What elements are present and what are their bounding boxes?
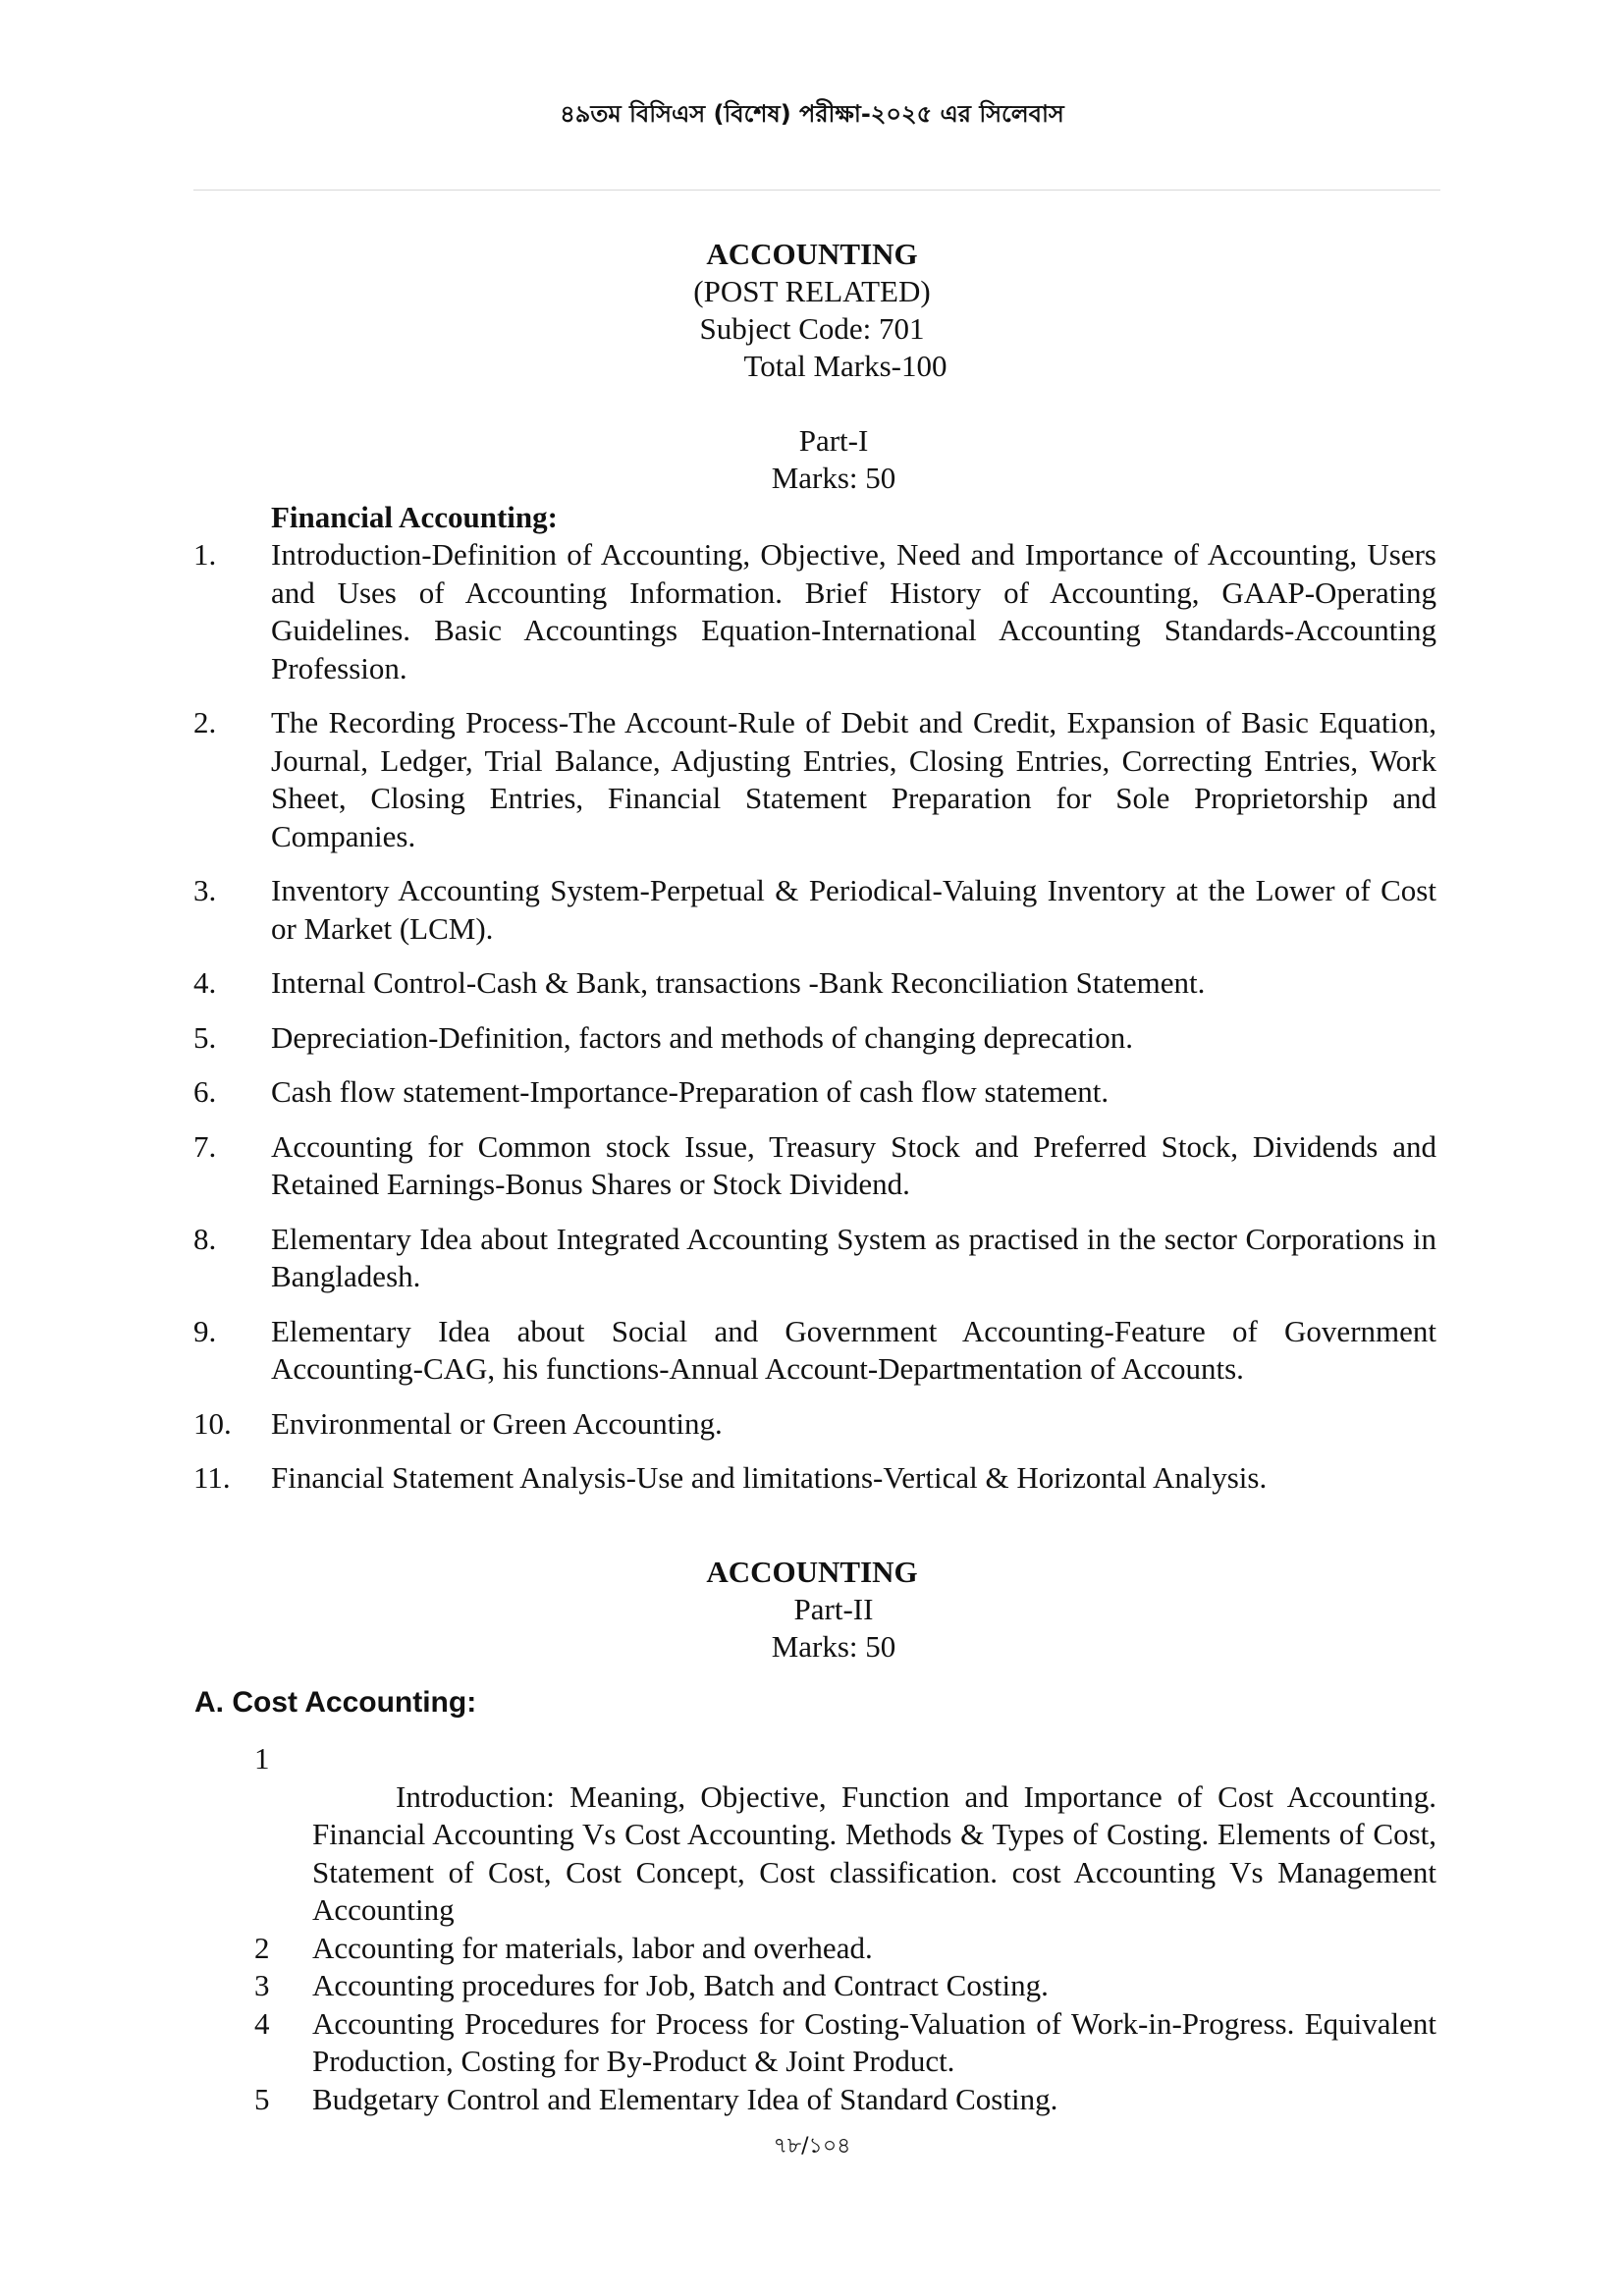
item-number: 5 <box>254 2081 270 2116</box>
item-text: Introduction-Definition of Accounting, Objective, Need and Importance of Accounting, Users and Uses of Accounting Information. Brief History of Accounting, GAAP-Operating Guidelines. Basic Accountings Equation-International Accounting Standards-Accounting Profession. <box>271 537 1436 685</box>
list-item <box>250 2005 1436 2081</box>
item-text: Accounting Procedures for Process for Costing-Valuation of Work-in-Progress. Equivalent Production, Costing for By-Product & Joint Product. <box>312 2005 1436 2078</box>
part-label-2: Part-II <box>793 1592 874 1626</box>
item-text: Elementary Idea about Integrated Accounting System as practised in the sector Corporations in Bangladesh. <box>271 1221 1436 1293</box>
part-marks: Marks: 50 <box>771 461 896 495</box>
subject-code: Subject Code: 701 <box>699 311 925 346</box>
list-item <box>250 1930 1436 1968</box>
subject-title: ACCOUNTING <box>706 237 918 271</box>
item-text: Accounting for Common stock Issue, Treasury Stock and Preferred Stock, Dividends and Retained Earnings-Bonus Shares or Stock Dividend. <box>271 1128 1436 1201</box>
item-text: Environmental or Green Accounting. <box>271 1405 723 1441</box>
item-text: Financial Statement Analysis-Use and limitations-Vertical & Horizontal Analysis. <box>271 1460 1268 1495</box>
item-number: 2 <box>254 1930 270 1965</box>
list-item <box>193 1313 1436 1389</box>
list-item <box>250 1967 1436 2005</box>
list-item <box>193 1019 1436 1058</box>
item-text: Accounting for materials, labor and overhead. <box>312 1930 873 1965</box>
financial-accounting-list <box>193 536 1436 1514</box>
list-item <box>193 964 1436 1003</box>
list-item <box>250 2081 1436 2119</box>
part-label: Part-I <box>798 423 869 458</box>
item-text: Accounting procedures for Job, Batch and Contract Costing. <box>312 1968 1049 2002</box>
item-number: 10. <box>193 1405 232 1441</box>
total-marks: Total Marks-100 <box>743 349 947 383</box>
item-number: 3. <box>193 873 217 907</box>
list-item <box>193 1073 1436 1112</box>
list-item <box>193 1459 1436 1498</box>
item-number: 6. <box>193 1074 217 1109</box>
item-number: 4. <box>193 965 217 1000</box>
item-number: 4 <box>254 2005 270 2041</box>
item-number: 5. <box>193 1019 217 1055</box>
header-divider <box>193 190 1440 191</box>
item-text: The Recording Process-The Account-Rule of Debit and Credit, Expansion of Basic Equation, Journal, Ledger, Trial Balance, Adjusting Entries, Closing Entries, Correcting Entries, Work Sheet, Closing Entries, Financial Statement Preparation for Sole Proprietorship and Companies. <box>271 705 1436 853</box>
item-number: 11. <box>193 1460 231 1495</box>
list-item <box>193 1405 1436 1444</box>
item-text: Depreciation-Definition, factors and methods of changing deprecation. <box>271 1019 1134 1055</box>
list-item <box>193 872 1436 948</box>
running-header: ৪৯তম বিসিএস (বিশেষ) পরীক্ষা-২০২৫ এর সিলেবাস <box>560 100 1064 128</box>
item-number: 3 <box>254 1968 270 2002</box>
item-number: 9. <box>193 1313 217 1348</box>
part-marks-2: Marks: 50 <box>771 1629 896 1664</box>
item-number: 1. <box>193 537 217 572</box>
list-item <box>193 1221 1436 1296</box>
item-text: Internal Control-Cash & Bank, transactions -Bank Reconciliation Statement. <box>271 965 1206 1000</box>
item-number: 2. <box>193 705 217 739</box>
list-item <box>193 1128 1436 1204</box>
section-heading-cost: A. Cost Accounting: <box>194 1686 477 1719</box>
item-text: Introduction: Meaning, Objective, Function and Importance of Cost Accounting. Financial Accounting Vs Cost Accounting. Methods & Types of Costing. Elements of Cost, Statement of Cost, Cost Concept, Cost classification. cost Accounting Vs Management Accounting <box>312 1778 1436 1927</box>
cost-accounting-list <box>250 1740 1436 2118</box>
item-text: Inventory Accounting System-Perpetual & Periodical-Valuing Inventory at the Lower of Cost or Market (LCM). <box>271 873 1436 946</box>
item-number: 8. <box>193 1221 217 1256</box>
item-number: 7. <box>193 1128 217 1164</box>
list-item <box>193 704 1436 855</box>
list-item <box>193 536 1436 687</box>
list-item <box>250 1740 1436 1930</box>
post-related-label: (POST RELATED) <box>693 274 931 308</box>
item-text: Cash flow statement-Importance-Preparation of cash flow statement. <box>271 1074 1110 1109</box>
page-number: ৭৮/১০৪ <box>773 2134 851 2159</box>
item-text: Elementary Idea about Social and Government Accounting-Feature of Government Accounting-CAG, his functions-Annual Account-Departmentation of Accounts. <box>271 1313 1436 1386</box>
section-heading-financial: Financial Accounting: <box>271 500 558 534</box>
subject-title-part2: ACCOUNTING <box>706 1555 918 1589</box>
item-number: 1 <box>254 1741 270 1776</box>
item-text: Budgetary Control and Elementary Idea of Standard Costing. <box>312 2081 1058 2116</box>
